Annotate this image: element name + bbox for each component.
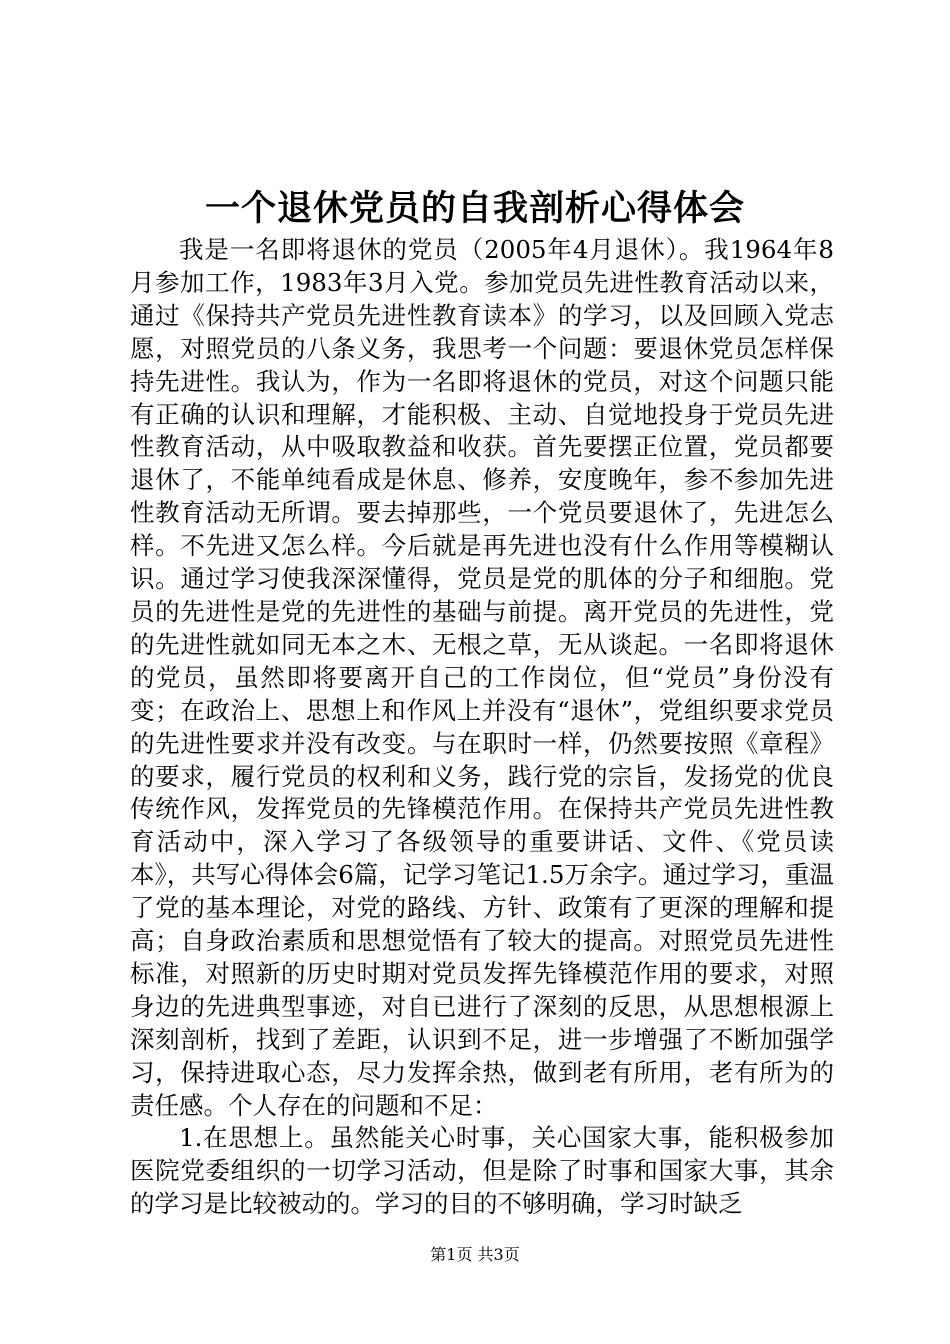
body-paragraph: 我是一名即将退休的党员（2005年4月退休）。我1964年8月参加工作，1983年3月入党。参加党员先进性教育活动以来，通过《保持共产党员先进性教育读本》的学习，以及回顾入党志愿，对照党员的八条义务，我思考一个问题：要退休党员怎样保持先进性。我认为，作为一名即将退休的党员，对这个问题只能有正确的认识和理解，才能积极、主动、自觉地投身于党员先进性教育活动，从中吸取教益和收获。首先要摆正位置，党员都要退休了，不能单纯看成是休息、修养，安度晚年，参不参加先进性教育活动无所谓。要去掉那些，一个党员要退休了，先进怎么样。不先进又怎么样。今后就是再先进也没有什么作用等模糊认识。通过学习使我深深懂得，党员是党的肌体的分子和细胞。党员的先进性是党的先进性的基础与前提。离开党员的先进性，党的先进性就如同无本之木、无根之草，无从谈起。一名即将退休的党员，虽然即将要离开自己的工作岗位，但“党员”身份没有变；在政治上、思想上和作风上并没有“退休”，党组织要求党员的先进性要求并没有改变。与在职时一样，仍然要按照《章程》的要求，履行党员的权利和义务，践行党的宗旨，发扬党的优良传统作风，发挥党员的先锋模范作用。在保持共产党员先进性教育活动中，深入学习了各级领导的重要讲话、文件、《党员读本》，共写心得体会6篇，记学习笔记1.5万余字。通过学习，重温了党的基本理论，对党的路线、方针、政策有了更深的理解和提高；自身政治素质和思想觉悟有了较大的提高。对照党员先进性标准，对照新的历史时期对党员发挥先锋模范作用的要求，对照身边的先进典型事迹，对自已进行了深刻的反思，从思想根源上深刻剖析，找到了差距，认识到不足，进一步增强了不断加强学习，保持进取心态，尽力发挥余热，做到老有所用，老有所为的责任感。个人存在的问题和不足：: [130, 235, 834, 1120]
document-title: 一个退休党员的自我剖析心得体会: [204, 188, 745, 229]
page-footer: 第1页 共3页: [430, 1245, 520, 1264]
document-body: [130, 234, 834, 1221]
body-paragraph: 1.在思想上。虽然能关心时事，关心国家大事，能积极参加医院党委组织的一切学习活动，但是除了时事和国家大事，其余的学习是比较被动的。学习的目的不够明确，学习时缺乏: [130, 1123, 834, 1219]
